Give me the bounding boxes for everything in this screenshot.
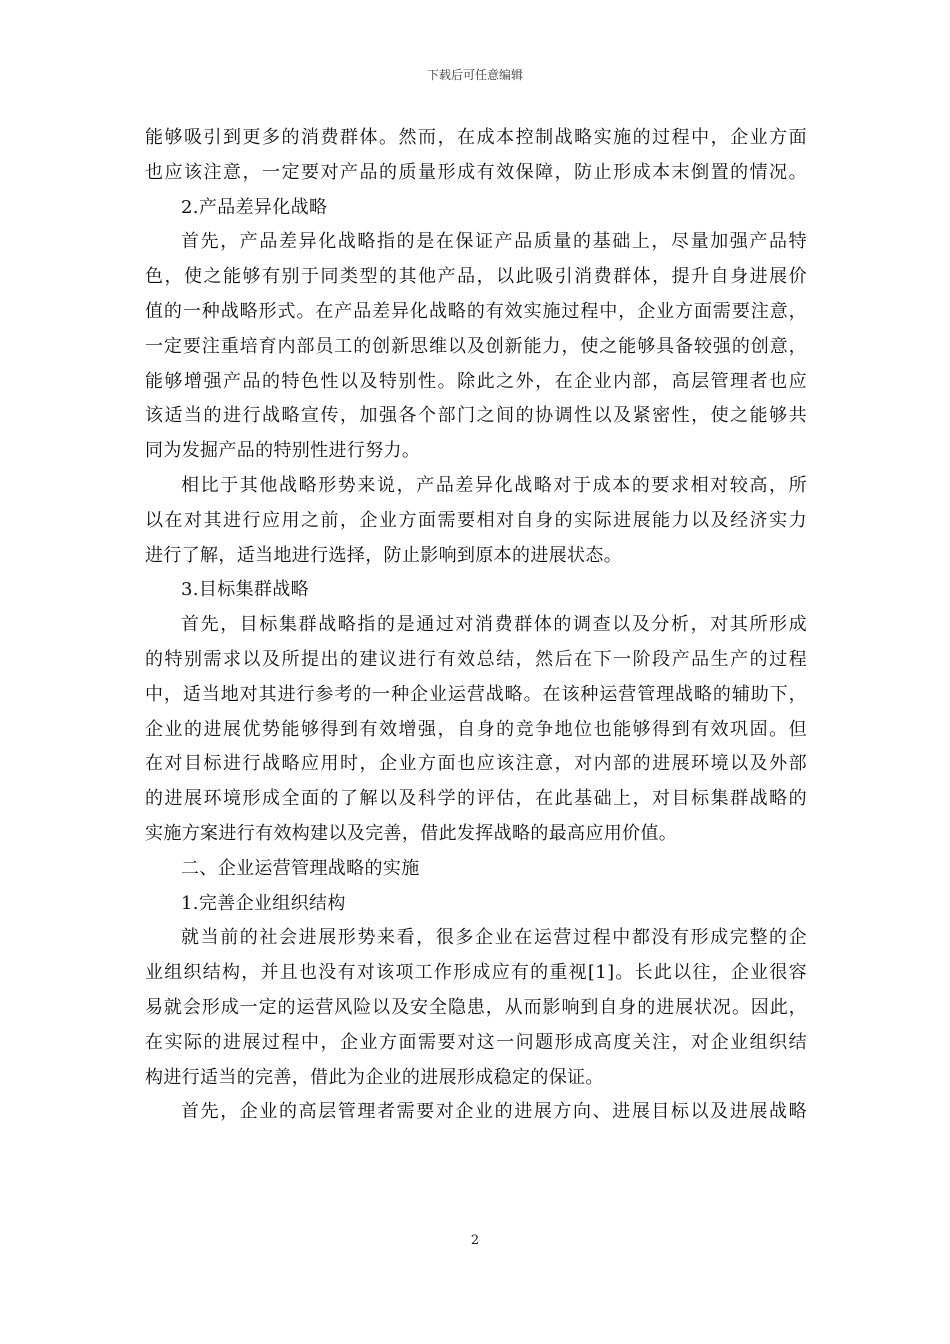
text-line: 企业的进展优势能够得到有效增强，自身的竞争地位也能够得到有效巩固。但	[145, 718, 807, 740]
text-line: 构进行适当的完善，借此为企业的进展形成稳定的保证。	[145, 1066, 604, 1088]
text-line: 色，使之能够有别于同类型的其他产品，以此吸引消费群体，提升自身进展价	[145, 266, 807, 288]
text-line: 该适当的进行战略宣传，加强各个部门之间的协调性以及紧密性，使之能够共	[145, 405, 807, 427]
text-line: 实施方案进行有效构建以及完善，借此发挥战略的最高应用价值。	[145, 822, 678, 844]
text-line: 首先，企业的高层管理者需要对企业的进展方向、进展目标以及进展战略	[181, 1101, 807, 1123]
page-header: 下载后可任意编辑	[426, 68, 523, 82]
text-line: 也应该注意，一定要对产品的质量形成有效保障，防止形成本末倒置的情况。	[145, 161, 807, 183]
text-line: 能够吸引到更多的消费群体。然而，在成本控制战略实施的过程中，企业方面	[145, 127, 807, 148]
text-line: 首先，目标集群战略指的是通过对消费群体的调查以及分析，对其所形成	[181, 614, 807, 636]
text-line: 在实际的进展过程中，企业方面需要对这一问题形成高度关注，对企业组织结	[145, 1031, 807, 1053]
text-line: 进行了解，适当地进行选择，防止影响到原本的进展状态。	[145, 544, 623, 566]
text-line: 业组织结构，并且也没有对该项工作形成应有的重视[1]。长此以往，企业很容	[145, 962, 807, 984]
text-line: 以在对其进行应用之前，企业方面需要相对自身的实际进展能力以及经济实力	[145, 509, 807, 531]
text-line: 能够增强产品的特色性以及特别性。除此之外，在企业内部，高层管理者也应	[145, 370, 807, 392]
text-line: 中，适当地对其进行参考的一种企业运营战略。在该种运营管理战略的辅助下，	[145, 683, 807, 705]
text-line: 首先，产品差异化战略指的是在保证产品质量的基础上，尽量加强产品特	[181, 231, 807, 253]
document-body	[145, 121, 807, 1130]
text-line: 在对目标进行战略应用时，企业方面也应该注意，对内部的进展环境以及外部	[145, 753, 807, 775]
text-line: 二、企业运营管理战略的实施	[181, 857, 420, 879]
text-line: 2.产品差异化战略	[181, 196, 328, 218]
text-line: 就当前的社会进展形势来看，很多企业在运营过程中都没有形成完整的企	[181, 927, 807, 949]
text-line: 的进展环境形成全面的了解以及科学的评估，在此基础上，对目标集群战略的	[145, 788, 807, 810]
text-line: 3.目标集群战略	[181, 579, 309, 601]
text-line: 易就会形成一定的运营风险以及安全隐患，从而影响到自身的进展状况。因此，	[145, 996, 807, 1018]
text-line: 相比于其他战略形势来说，产品差异化战略对于成本的要求相对较高，所	[181, 474, 807, 496]
text-line: 同为发掘产品的特别性进行努力。	[145, 440, 421, 462]
page-number: 2	[470, 1233, 480, 1248]
text-line: 一定要注重培育内部员工的创新思维以及创新能力，使之能够具备较强的创意，	[145, 335, 807, 357]
text-line: 1.完善企业组织结构	[181, 892, 346, 914]
text-line: 的特别需求以及所提出的建议进行有效总结，然后在下一阶段产品生产的过程	[145, 648, 807, 670]
text-line: 值的一种战略形式。在产品差异化战略的有效实施过程中，企业方面需要注意，	[145, 300, 807, 322]
